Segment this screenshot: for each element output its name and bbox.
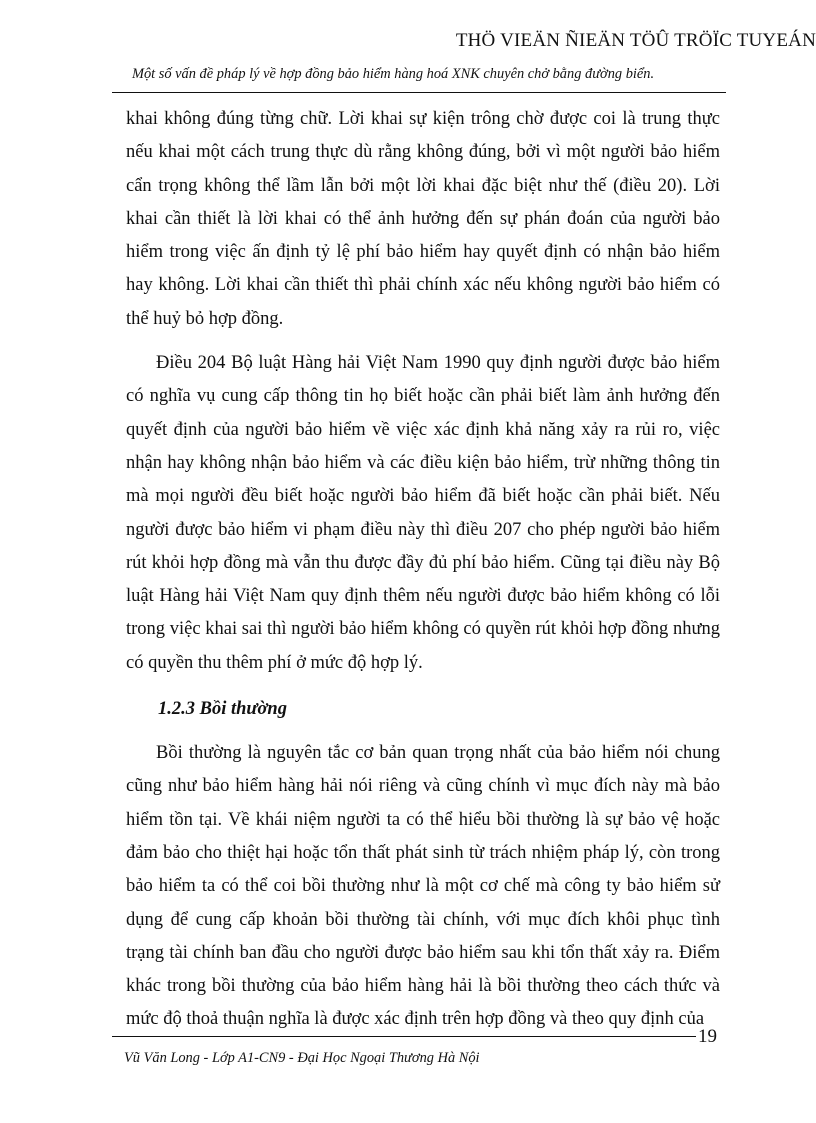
library-watermark: THÖ VIEÄN ÑIEÄN TÖÛ TRÖÏC TUYEÁN bbox=[455, 30, 816, 51]
body-paragraph: Điều 204 Bộ luật Hàng hải Việt Nam 1990 quy định người được bảo hiểm có nghĩa vụ cung cấp thông tin họ biết hoặc cần phải biết làm ảnh hưởng đến quyết định của người bảo hiểm về việc xác định khả năng xảy ra rủi ro, việc nhận hay không nhận bảo hiểm và các điều kiện bảo hiểm, trừ những thông tin mà mọi người đều biết hoặc người bảo hiểm đã biết hoặc cần phải biết. Nếu người được bảo hiểm vi phạm điều này thì điều 207 cho phép người bảo hiểm rút khỏi hợp đồng mà vẫn thu được đầy đủ phí bảo hiểm. Cũng tại điều này Bộ luật Hàng hải Việt Nam quy định thêm nếu người được bảo hiểm không có lỗi trong việc khai sai thì người bảo hiểm không có quyền rút khỏi hợp đồng nhưng có quyền thu thêm phí ở mức độ hợp lý. bbox=[126, 353, 720, 673]
body-paragraph: Bồi thường là nguyên tắc cơ bản quan trọng nhất của bảo hiểm nói chung cũng như bảo hiểm hàng hải nói riêng và cũng chính vì mục đích này mà bảo hiểm tồn tại. Về khái niệm người ta có thể hiểu bồi thường là sự bảo vệ hoặc đảm bảo cho thiệt hại hoặc tổn thất phát sinh từ trách nhiệm pháp lý, còn trong bảo hiểm ta có thể coi bồi thường như là một cơ chế mà công ty bảo hiểm sử dụng để cung cấp khoản bồi thường tài chính, với mục đích khôi phục tình trạng tài chính ban đầu cho người được bảo hiểm sau khi tổn thất xảy ra. Điểm khác trong bồi thường của bảo hiểm hàng hải là bồi thường theo cách thức và mức độ thoả thuận nghĩa là được xác định trên hợp đồng và theo quy định của bbox=[126, 743, 720, 1030]
footer-author-line: Vũ Văn Long - Lớp A1-CN9 - Đại Học Ngoại Thương Hà Nội bbox=[124, 1050, 480, 1066]
running-header-title: Một số vấn đề pháp lý về hợp đồng bảo hiểm hàng hoá XNK chuyên chở bằng đường biển. bbox=[132, 66, 655, 82]
page-number: 19 bbox=[698, 1026, 717, 1047]
section-heading: 1.2.3 Bồi thường bbox=[158, 699, 287, 720]
page-body bbox=[126, 103, 720, 1037]
header-rule bbox=[112, 92, 726, 93]
body-paragraph: khai không đúng từng chữ. Lời khai sự kiện trông chờ được coi là trung thực nếu khai một cách trung thực dù rằng không đúng, bởi vì một người bảo hiểm cẩn trọng không thể lầm lẫn bởi một lời khai đặc biệt như thế (điều 20). Lời khai cần thiết là lời khai có thể ảnh hưởng đến sự phán đoán của người bảo hiểm trong việc ấn định tỷ lệ phí bảo hiểm hay quyết định có nhận bảo hiểm hay không. Lời khai cần thiết thì phải chính xác nếu không người bảo hiểm có thể huỷ bỏ hợp đồng. bbox=[126, 109, 720, 329]
footer-rule bbox=[112, 1036, 696, 1037]
